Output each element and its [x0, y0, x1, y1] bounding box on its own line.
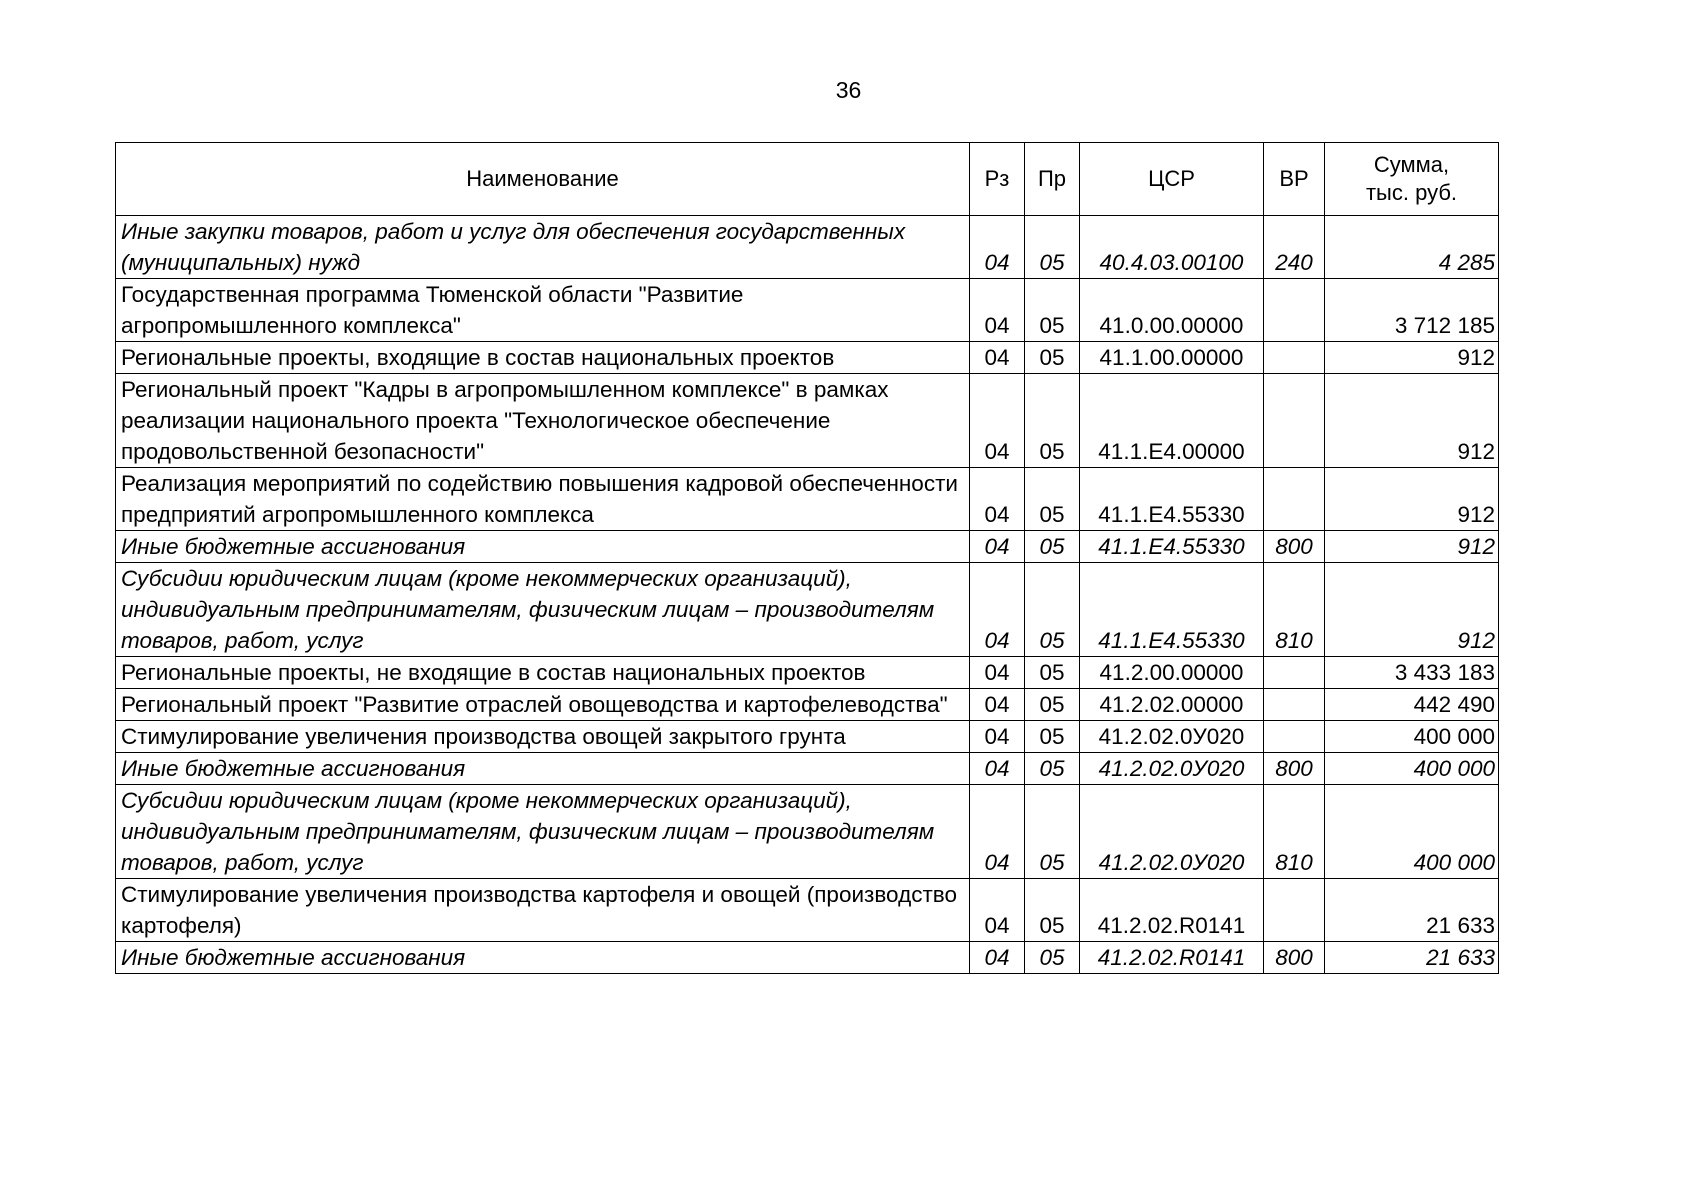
cell-sum: 21 633: [1325, 942, 1499, 974]
cell-vr: [1264, 879, 1325, 942]
cell-pr: 05: [1025, 374, 1080, 468]
cell-vr: [1264, 721, 1325, 753]
cell-name: Государственная программа Тюменской области "Развитие агропромышленного комплекса": [116, 279, 970, 342]
table-row: [116, 879, 1499, 942]
table-row: [116, 342, 1499, 374]
cell-name: Региональные проекты, входящие в состав национальных проектов: [116, 342, 970, 374]
header-sum-line2: тыс. руб.: [1365, 180, 1458, 205]
cell-rz: 04: [970, 531, 1025, 563]
budget-table: [115, 142, 1499, 974]
header-pr: Пр: [1025, 143, 1080, 216]
cell-name: Иные бюджетные ассигнования: [116, 753, 970, 785]
table-row: [116, 531, 1499, 563]
cell-sum: 400 000: [1325, 753, 1499, 785]
cell-rz: 04: [970, 753, 1025, 785]
cell-name: Иные бюджетные ассигнования: [116, 942, 970, 974]
cell-pr: 05: [1025, 942, 1080, 974]
cell-vr: 240: [1264, 216, 1325, 279]
cell-pr: 05: [1025, 689, 1080, 721]
cell-csr: 41.2.02.0У020: [1080, 721, 1264, 753]
cell-name: Субсидии юридическим лицам (кроме некоммерческих организаций), индивидуальным предпринимателям, физическим лицам – производителям товаров, работ, услуг: [116, 563, 970, 657]
cell-pr: 05: [1025, 216, 1080, 279]
header-name: Наименование: [116, 143, 970, 216]
cell-vr: [1264, 342, 1325, 374]
cell-csr: 41.0.00.00000: [1080, 279, 1264, 342]
cell-pr: 05: [1025, 753, 1080, 785]
cell-sum: 912: [1325, 563, 1499, 657]
cell-name: Стимулирование увеличения производства картофеля и овощей (производство картофеля): [116, 879, 970, 942]
cell-name: Региональный проект "Развитие отраслей овощеводства и картофелеводства": [116, 689, 970, 721]
page-number: 36: [835, 77, 862, 103]
table-row: [116, 216, 1499, 279]
cell-rz: 04: [970, 468, 1025, 531]
cell-pr: 05: [1025, 879, 1080, 942]
cell-sum: 912: [1325, 531, 1499, 563]
cell-vr: 800: [1264, 753, 1325, 785]
table-row: [116, 721, 1499, 753]
cell-sum: 3 433 183: [1325, 657, 1499, 689]
cell-name: Иные закупки товаров, работ и услуг для обеспечения государственных (муниципальных) нужд: [116, 216, 970, 279]
cell-csr: 41.1.Е4.00000: [1080, 374, 1264, 468]
header-vr: ВР: [1264, 143, 1325, 216]
cell-pr: 05: [1025, 531, 1080, 563]
cell-pr: 05: [1025, 279, 1080, 342]
cell-vr: 810: [1264, 563, 1325, 657]
cell-pr: 05: [1025, 468, 1080, 531]
table-row: [116, 753, 1499, 785]
cell-rz: 04: [970, 342, 1025, 374]
cell-name: Реализация мероприятий по содействию повышения кадровой обеспеченности предприятий агропромышленного комплекса: [116, 468, 970, 531]
cell-vr: [1264, 657, 1325, 689]
cell-name: Региональный проект "Кадры в агропромышленном комплексе" в рамках реализации национального проекта "Технологическое обеспечение продовольственной безопасности": [116, 374, 970, 468]
table-body: [116, 216, 1499, 974]
cell-rz: 04: [970, 879, 1025, 942]
table-row: [116, 374, 1499, 468]
cell-sum: 912: [1325, 468, 1499, 531]
cell-csr: 41.2.02.R0141: [1080, 879, 1264, 942]
cell-vr: [1264, 689, 1325, 721]
header-rz: Рз: [970, 143, 1025, 216]
table-row: [116, 279, 1499, 342]
cell-rz: 04: [970, 374, 1025, 468]
cell-csr: 40.4.03.00100: [1080, 216, 1264, 279]
cell-vr: 810: [1264, 785, 1325, 879]
cell-pr: 05: [1025, 657, 1080, 689]
cell-sum: 3 712 185: [1325, 279, 1499, 342]
cell-vr: [1264, 374, 1325, 468]
cell-csr: 41.2.02.0У020: [1080, 753, 1264, 785]
cell-name: Субсидии юридическим лицам (кроме некоммерческих организаций), индивидуальным предпринимателям, физическим лицам – производителям товаров, работ, услуг: [116, 785, 970, 879]
cell-pr: 05: [1025, 721, 1080, 753]
cell-name: Стимулирование увеличения производства овощей закрытого грунта: [116, 721, 970, 753]
cell-sum: 400 000: [1325, 721, 1499, 753]
table-row: [116, 689, 1499, 721]
cell-csr: 41.1.Е4.55330: [1080, 563, 1264, 657]
cell-csr: 41.2.02.00000: [1080, 689, 1264, 721]
table-row: [116, 785, 1499, 879]
cell-rz: 04: [970, 563, 1025, 657]
cell-sum: 912: [1325, 374, 1499, 468]
cell-name: Иные бюджетные ассигнования: [116, 531, 970, 563]
cell-csr: 41.1.Е4.55330: [1080, 468, 1264, 531]
table-row: [116, 563, 1499, 657]
cell-csr: 41.2.02.R0141: [1080, 942, 1264, 974]
cell-csr: 41.2.02.0У020: [1080, 785, 1264, 879]
cell-vr: [1264, 279, 1325, 342]
cell-rz: 04: [970, 657, 1025, 689]
cell-rz: 04: [970, 942, 1025, 974]
table-header-row: [116, 143, 1499, 216]
cell-rz: 04: [970, 279, 1025, 342]
cell-vr: 800: [1264, 531, 1325, 563]
header-sum: [1325, 143, 1499, 216]
cell-name: Региональные проекты, не входящие в состав национальных проектов: [116, 657, 970, 689]
cell-sum: 912: [1325, 342, 1499, 374]
cell-rz: 04: [970, 689, 1025, 721]
table-row: [116, 657, 1499, 689]
cell-sum: 400 000: [1325, 785, 1499, 879]
cell-vr: 800: [1264, 942, 1325, 974]
cell-pr: 05: [1025, 785, 1080, 879]
cell-csr: 41.2.00.00000: [1080, 657, 1264, 689]
cell-rz: 04: [970, 721, 1025, 753]
cell-rz: 04: [970, 216, 1025, 279]
header-sum-line1: Сумма,: [1373, 152, 1450, 177]
cell-pr: 05: [1025, 342, 1080, 374]
cell-sum: 4 285: [1325, 216, 1499, 279]
header-csr: ЦСР: [1080, 143, 1264, 216]
cell-sum: 442 490: [1325, 689, 1499, 721]
cell-rz: 04: [970, 785, 1025, 879]
cell-csr: 41.1.Е4.55330: [1080, 531, 1264, 563]
table-row: [116, 468, 1499, 531]
table-row: [116, 942, 1499, 974]
cell-pr: 05: [1025, 563, 1080, 657]
cell-sum: 21 633: [1325, 879, 1499, 942]
cell-csr: 41.1.00.00000: [1080, 342, 1264, 374]
cell-vr: [1264, 468, 1325, 531]
